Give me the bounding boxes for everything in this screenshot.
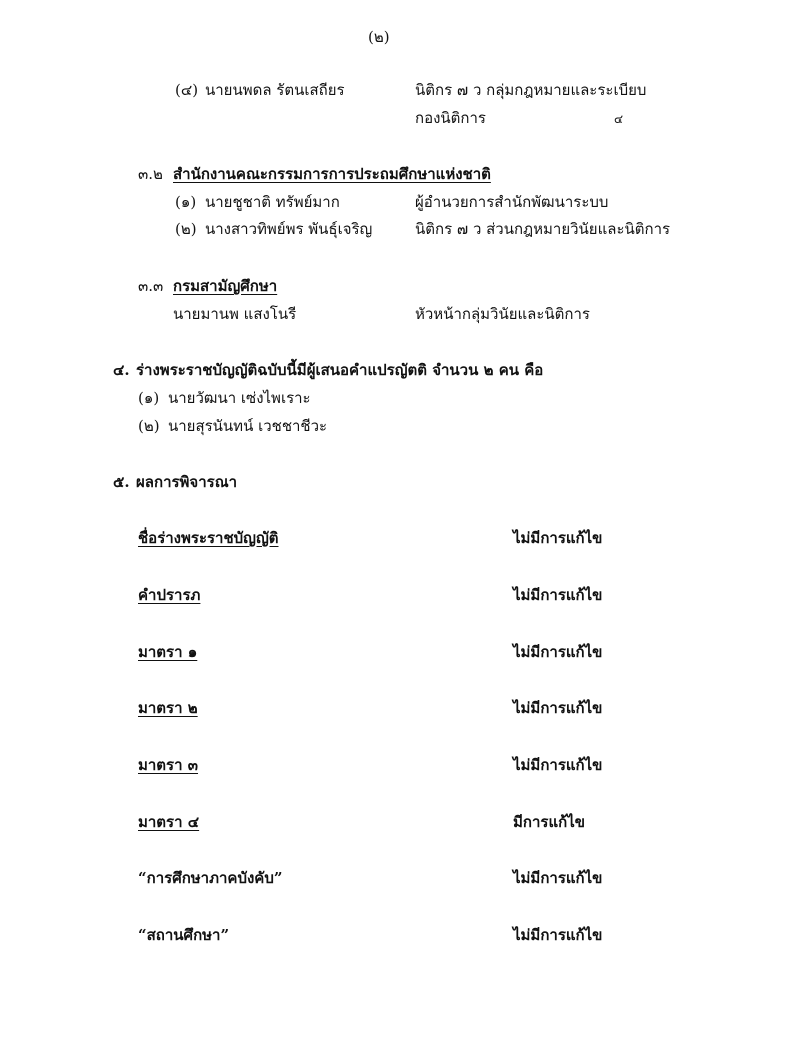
result-status: ไม่มีการแก้ไข: [513, 529, 603, 547]
proposer-name: นายวัฒนา เซ่งไพเราะ: [168, 389, 311, 407]
result-label: คำปรารภ: [138, 586, 201, 604]
member-index: (๒): [175, 220, 197, 238]
section-5-title: ผลการพิจารณา: [136, 473, 238, 491]
result-status: ไม่มีการแก้ไข: [513, 869, 603, 887]
result-label: มาตรา ๔: [138, 813, 200, 831]
section-3-3-number: ๓.๓: [138, 277, 164, 295]
member-name: นายชูชาติ ทรัพย์มาก: [205, 193, 340, 211]
result-label: “สถานศึกษา”: [138, 926, 230, 944]
result-label: มาตรา ๒: [138, 699, 198, 717]
result-status: ไม่มีการแก้ไข: [513, 926, 603, 944]
committee-item-position: นิติกร ๗ ว กลุ่มกฎหมายและระเบียบ: [415, 81, 647, 99]
result-status: มีการแก้ไข: [513, 813, 585, 831]
result-status: ไม่มีการแก้ไข: [513, 643, 603, 661]
result-status: ไม่มีการแก้ไข: [513, 699, 603, 717]
committee-item-index: (๔): [175, 81, 199, 99]
member-position: ผู้อำนวยการสำนักพัฒนาระบบ: [415, 193, 609, 211]
member-index: (๑): [175, 193, 197, 211]
member-name: นายมานพ แสงโนรี: [173, 305, 297, 323]
section-3-2-number: ๓.๒: [138, 165, 163, 183]
result-label: ชื่อร่างพระราชบัญญัติ: [138, 529, 279, 547]
committee-item-name: นายนพดล รัตนเสถียร: [205, 81, 345, 99]
member-position: หัวหน้ากลุ่มวินัยและนิติการ: [415, 305, 590, 323]
member-name: นางสาวทิพย์พร พันธุ์เจริญ: [205, 220, 373, 238]
section-4-number: ๔.: [113, 361, 130, 379]
section-3-2-title: สำนักงานคณะกรรมการการประถมศึกษาแห่งชาติ: [173, 165, 491, 183]
member-position: นิติกร ๗ ว ส่วนกฎหมายวินัยและนิติการ: [415, 220, 671, 238]
result-label: “การศึกษาภาคบังคับ”: [138, 869, 283, 887]
result-status: ไม่มีการแก้ไข: [513, 586, 603, 604]
handwritten-mark: ๔: [614, 112, 624, 126]
proposer-index: (๑): [138, 389, 160, 407]
result-label: มาตรา ๑: [138, 643, 198, 661]
section-3-3-title: กรมสามัญศึกษา: [173, 277, 278, 295]
committee-item-position-line2: กองนิติการ: [415, 109, 486, 127]
section-4-title: ร่างพระราชบัญญัติฉบับนี้มีผู้เสนอคำแปรญัตติ จำนวน ๒ คน คือ: [136, 361, 544, 379]
proposer-name: นายสุรนันทน์ เวชชาชีวะ: [168, 417, 328, 435]
section-5-number: ๕.: [113, 473, 130, 491]
result-status: ไม่มีการแก้ไข: [513, 756, 603, 774]
proposer-index: (๒): [138, 417, 160, 435]
page-number: (๒): [368, 28, 390, 46]
result-label: มาตรา ๓: [138, 756, 199, 774]
